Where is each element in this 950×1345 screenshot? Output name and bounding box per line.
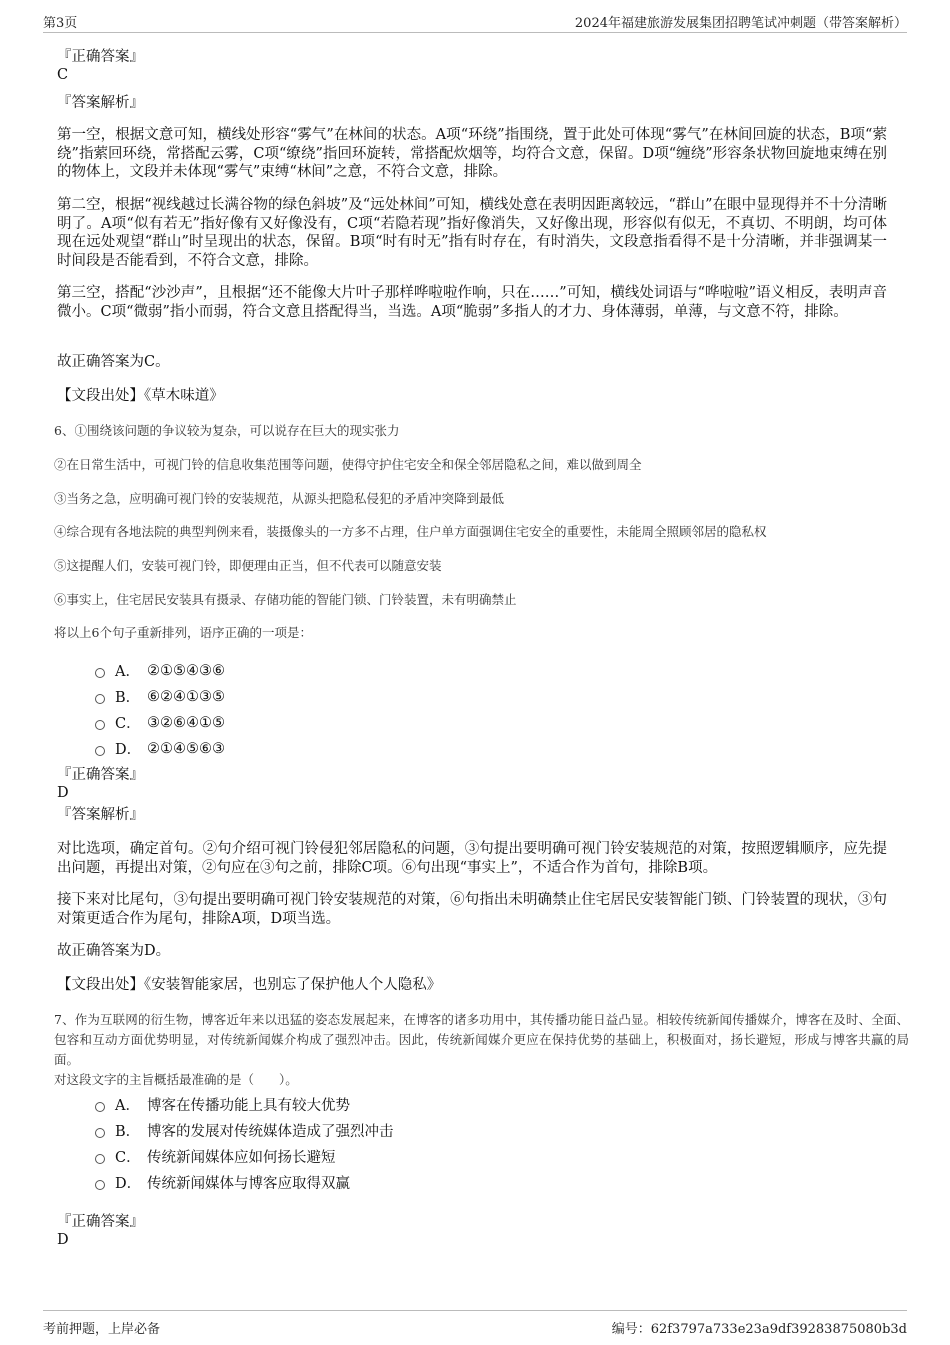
page-number: 第3页 [43,15,78,31]
q6-source: 【文段出处】《安装智能家居，也别忘了保护他人个人隐私》 [57,977,442,993]
q6-sentence-6: ⑥事实上，住宅居民安装具有摄录、存储功能的智能门锁、门铃装置，未有明确禁止 [54,592,517,607]
document-title: 2024年福建旅游发展集团招聘笔试冲刺题（带答案解析） [574,15,907,31]
q7-option-c[interactable]: C． 传统新闻媒体应如何扬长避短 [95,1146,336,1167]
q5-answer-label: 『正确答案』 [57,49,144,65]
radio-icon[interactable] [95,1102,105,1112]
radio-icon[interactable] [95,668,105,678]
q7-answer-label: 『正确答案』 [57,1214,144,1230]
q5-source: 【文段出处】《草木味道》 [57,388,224,404]
q6-sentence-1: 6、①围绕该问题的争议较为复杂，可以说存在巨大的现实张力 [54,423,400,438]
q5-conclusion: 故正确答案为C。 [57,354,170,370]
page-footer [43,1310,907,1337]
q5-analysis-p3: 第三空，搭配“沙沙声”，且根据“还不能像大片叶子那样哗啦啦作响，只在……”可知，横线处词语与“哗啦啦”语义相反，表明声音微小。C项“微弱”指小而弱，符合文意且搭配得当，当选。A项“脆弱”多指人的才力、身体薄弱，单薄，与文意不符，排除。 [57,285,887,320]
q7-stem: 7、作为互联网的衍生物，博客近年来以迅猛的姿态发展起来，在博客的诸多功用中，其传播功能日益凸显。相较传统新闻传播媒介，博客在及时、全面、包容和互动方面优势明显，对传统新闻媒介构成了强烈冲击。因此，传统新闻媒介更应在保持优势的基础上，积极面对，扬长避短，形成与博客共赢的局面。 [54,1012,909,1067]
radio-icon[interactable] [95,1154,105,1164]
radio-icon[interactable] [95,720,105,730]
q6-conclusion: 故正确答案为D。 [57,943,171,959]
q6-sentence-4: ④综合现有各地法院的典型判例来看，装摄像头的一方多不占理，住户单方面强调住宅安全的重要性，未能周全照顾邻居的隐私权 [54,524,767,539]
q6-option-b[interactable]: B． ⑥②④①③⑤ [95,686,225,707]
q7-option-b[interactable]: B． 博客的发展对传统媒体造成了强烈冲击 [95,1120,394,1141]
q6-option-d[interactable]: D． ②①④⑤⑥③ [95,738,225,759]
page-header [43,10,907,33]
radio-icon[interactable] [95,746,105,756]
q5-analysis-p2: 第二空，根据“视线越过长满谷物的绿色斜坡”及“远处林间”可知，横线处意在表明因距离较远，“群山”在眼中显现得并不十分清晰明了。A项“似有若无”指好像有又好像没有，C项“若隐若现”指好像消失，又好像出现，形容似有似无，不真切、不明朗，均可体现在远处观望“群山”时呈现出的状态，保留。B项“时有时无”指有时存在，有时消失，文段意指看得不是十分清晰，并非强调某一时间段是否能看到，不符合文意，排除。 [57,197,887,269]
document-id: 编号：62f3797a733e23a9df39283875080b3d [611,1322,907,1337]
q6-sentence-3: ③当务之急，应明确可视门铃的安装规范，从源头把隐私侵犯的矛盾冲突降到最低 [54,491,505,506]
q5-answer: C [57,67,69,83]
q5-analysis-label: 『答案解析』 [57,95,144,111]
q7-answer: D [57,1232,69,1248]
q6-sentence-5: ⑤这提醒人们，安装可视门铃，即便理由正当，但不代表可以随意安装 [54,558,442,573]
q6-answer-label: 『正确答案』 [57,767,144,783]
radio-icon[interactable] [95,694,105,704]
q6-answer: D [57,785,69,801]
q6-analysis-p2: 接下来对比尾句，③句提出要明确可视门铃安装规范的对策，⑥句指出未明确禁止住宅居民安装智能门锁、门铃装置的现状，③句对策更适合作为尾句，排除A项，D项当选。 [57,892,887,927]
q7-question: 对这段文字的主旨概括最准确的是（ ）。 [54,1072,298,1087]
radio-icon[interactable] [95,1128,105,1138]
q7-option-a[interactable]: A． 博客在传播功能上具有较大优势 [95,1094,350,1115]
q7-option-d[interactable]: D． 传统新闻媒体与博客应取得双赢 [95,1172,350,1193]
q6-sentence-2: ②在日常生活中，可视门铃的信息收集范围等问题，使得守护住宅安全和保全邻居隐私之间，难以做到周全 [54,457,642,472]
q6-analysis-label: 『答案解析』 [57,807,144,823]
radio-icon[interactable] [95,1180,105,1190]
q5-analysis-p1: 第一空，根据文意可知，横线处形容“雾气”在林间的状态。A项“环绕”指围绕，置于此处可体现“雾气”在林间回旋的状态，B项“萦绕”指萦回环绕，常搭配云雾，C项“缭绕”指回环旋转，常搭配炊烟等，均符合文意，保留。D项“缠绕”形容条状物回旋地束缚在别的物体上，文段并未体现“雾气”束缚“林间”之意，不符合文意，排除。 [57,127,887,180]
q6-analysis-p1: 对比选项，确定首句。②句介绍可视门铃侵犯邻居隐私的问题，③句提出要明确可视门铃安装规范的对策，按照逻辑顺序，应先提出问题，再提出对策，②句应在③句之前，排除C项。⑥句出现“事实上”，不适合作为首句，排除B项。 [57,841,887,876]
q6-option-c[interactable]: C． ③②⑥④①⑤ [95,712,225,733]
q6-option-a[interactable]: A． ②①⑤④③⑥ [95,660,225,681]
footer-slogan: 考前押题，上岸必备 [43,1322,161,1337]
q6-stem: 将以上6个句子重新排列，语序正确的一项是： [54,625,312,640]
